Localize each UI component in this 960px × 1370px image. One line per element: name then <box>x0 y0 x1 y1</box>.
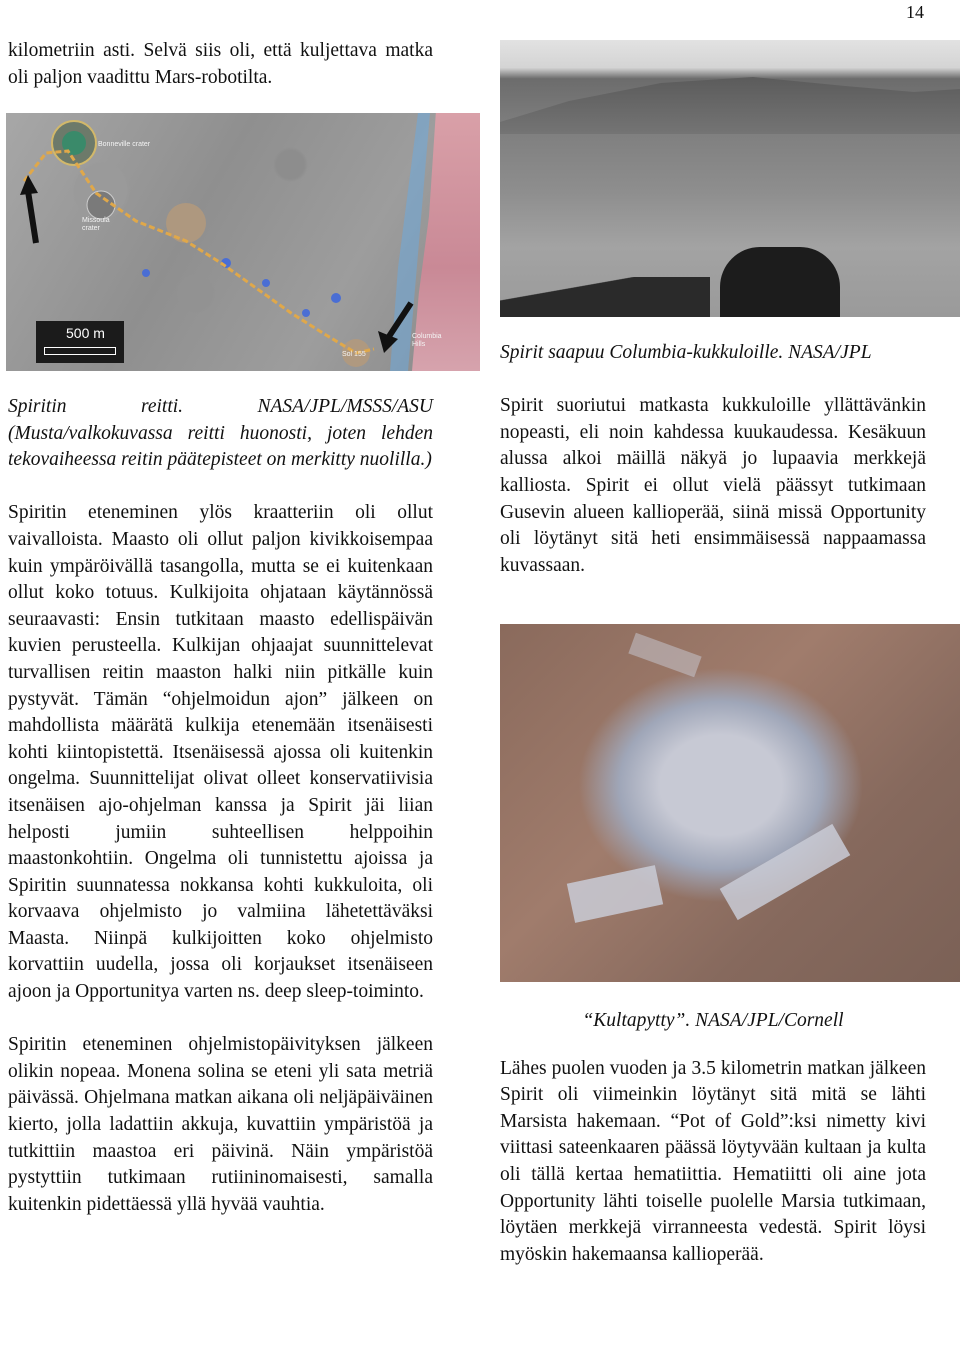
crater-blue-3 <box>302 309 310 317</box>
arrow-start-icon <box>20 175 38 243</box>
crater-blue-2 <box>262 279 270 287</box>
hills-silhouette <box>500 74 960 134</box>
rock-slab <box>720 824 851 920</box>
arrow-end-icon <box>378 303 411 353</box>
rover-mast-shadow <box>720 247 840 317</box>
photo2-caption: “Kultapytty”. NASA/JPL/Cornell <box>582 1010 844 1031</box>
rock-slab <box>567 865 663 923</box>
left-column-body <box>8 394 433 1218</box>
map-scale <box>36 321 124 363</box>
left-paragraph-2: Spiritin eteneminen ohjelmistopäivityksen jälkeen olikin nopeaa. Monena solina se eteni yli sata metriä päivässä. Ohjelmana matkan aikana oli neljäpäiväinen kierto, jolla ladattiin akkuja, kuvattiin ympäristöä ja tutkittiin maastoa eri päivinä. Näin ympäristöä pystyttiin tutkimaan rutiininomaisesti, samalla kuitenkin pidettäessä yllä hyvää vauhtia. <box>8 1034 433 1215</box>
route-map-image <box>6 113 480 371</box>
map-label-bonneville: Bonneville crater <box>98 141 151 148</box>
map-label-sol: Sol 155 <box>342 351 366 358</box>
page-number: 14 <box>906 2 924 22</box>
rock-slab <box>628 633 701 678</box>
intro-paragraph: kilometriin asti. Selvä siis oli, että kuljettava matka oli paljon vaadittu Mars-robotilta. <box>8 40 433 88</box>
pot-of-gold-photo <box>500 624 960 982</box>
map-scale-label: 500 m <box>66 325 105 341</box>
left-column-top <box>8 38 433 91</box>
map-scale-bar <box>44 347 116 355</box>
crater-blue-4 <box>331 293 341 303</box>
map-label-missoula: Missoula crater <box>82 217 110 232</box>
map-caption: Spiritin reitti. NASA/JPL/MSSS/ASU (Musta/valkokuvassa reitti huonosti, joten lehden tekovaiheessa reitin päätepisteet on merkitty nuolilla.) <box>8 396 433 471</box>
right-column-top <box>500 340 926 579</box>
photo1-caption: Spirit saapuu Columbia-kukkuloille. NASA/JPL <box>500 342 872 363</box>
solar-panel-shadow <box>500 277 710 317</box>
map-label-columbia: Columbia Hills <box>412 333 442 348</box>
right-paragraph-2: Lähes puolen vuoden ja 3.5 kilometrin matkan jälkeen Spirit oli viimeinkin löytänyt sitä mitä se lähti Marsista hakemaan. “Pot of Gold”:ksi nimetty kivi viittasi sateenkaaren päässä löytyvään kultaan ja kulta oli tällä kertaa hematiittia. Hematiitti oli aine jota Opportunity lähti toiselle puolelle Marsia tutkimaan, löytäen merkkejä virranneesta vedestä. Spirit löysi myöskin hakemaansa kallioperää. <box>500 1057 926 1265</box>
left-paragraph-1: Spiritin eteneminen ylös kraatteriin oli ollut vaivalloista. Maasto oli ollut paljon kivikkoisempaa kuin ympäröivällä tasangolla, mutta se ei kuitenkaan ollut koko totuus. Kulkijoita ohjataan käytännössä seuraavasti: Ensin tutkitaan maasto edellispäivän kuvien perusteella. Kulkijan ohjaajat suunnittelevat turvallisen reitin maaston halki niin pitkälle kuin pystyvät. Tämän “ohjelmoidun ajon” jälkeen on mahdollista määrätä kulkija etenemään itsenäisesti kohti kiintopistettä. Itsenäisessä ajossa oli kuitenkin ongelma. Suunnittelijat olivat olleet konservatiivisia itsenäisen ajo-ohjelman kanssa ja Spirit jäi liian helposti jumiin suhteellisen helppoihin maastonkohtiin. Ongelma oli tunnistettu ajoissa ja Spiritin suunnatessa nokkansa kohti kukkuloita, oli korvaava ohjelmisto jo valmiina lähetettäväksi Maasta. Niinpä kulkijoitten koko ohjelmisto korvattiin uudella, jossa oli korjaukset itsenäiseen ajoon ja Opportunitya varten ns. deep sleep-toiminto. <box>8 502 433 1003</box>
columbia-hills-photo <box>500 40 960 317</box>
right-paragraph-1: Spirit suoriutui matkasta kukkuloille yllättävänkin nopeasti, eli noin kahdessa kuukaudessa. Kesäkuun alussa alkoi mäillä näkyä jo lupaavia merkkejä kalliosta. Spirit ei ollut vielä päässyt tutkimaan Gusevin alueen kallioperää, siinä missä Opportunity oli löytänyt sitä heti ensimmäisessä nappaamassa kuvassaan. <box>500 395 926 576</box>
right-column-bottom <box>500 1008 926 1268</box>
crater-blue-5 <box>142 269 150 277</box>
crater-mid <box>166 203 206 243</box>
